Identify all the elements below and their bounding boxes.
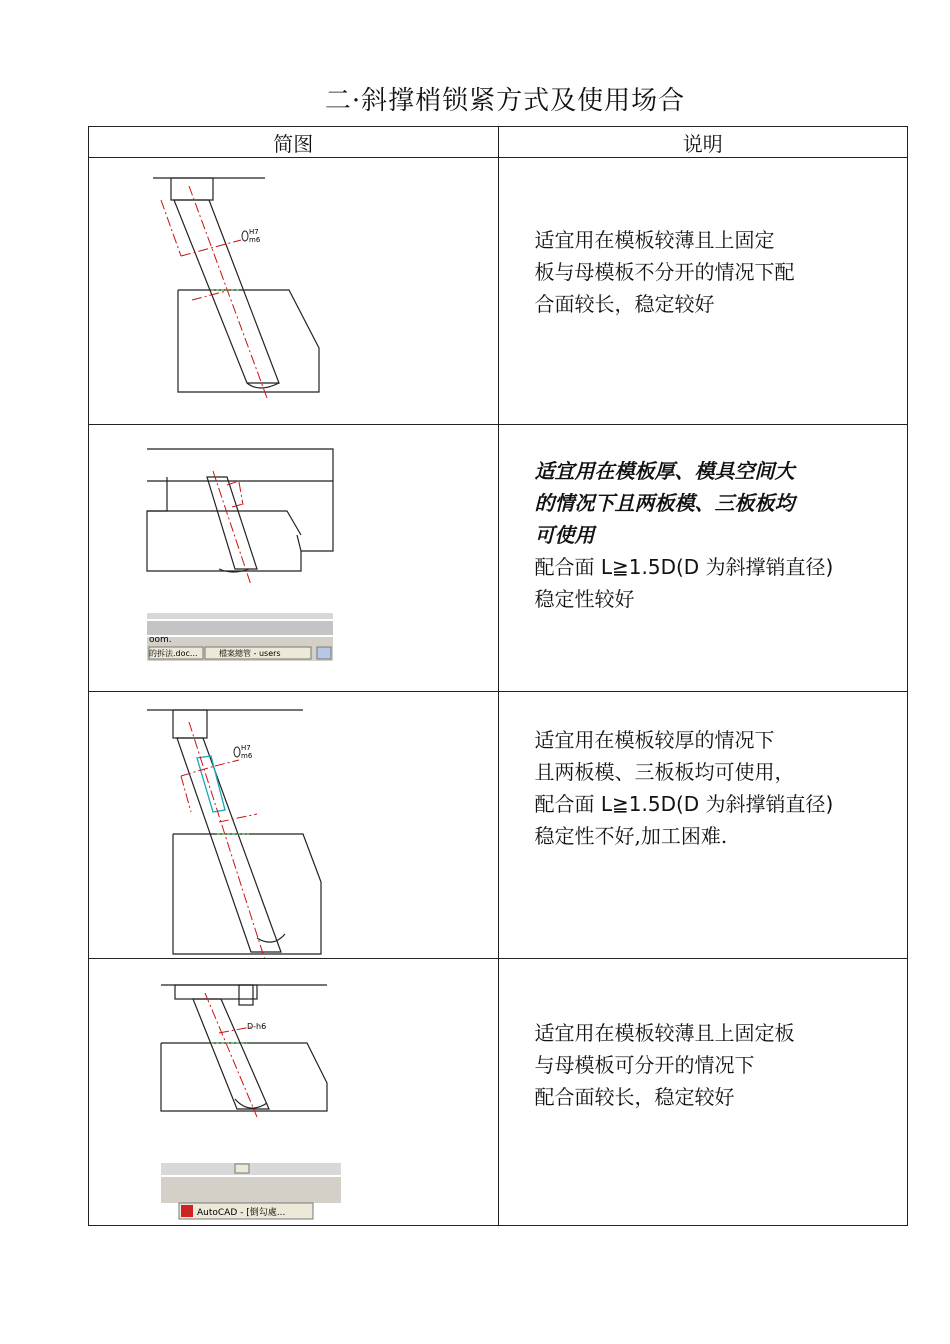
description-line: 板与母模板不分开的情况下配 [534, 260, 795, 284]
drawing-3 [89, 692, 419, 958]
description-emphasis: 可使用 [534, 523, 595, 547]
header-figure: 简图 [89, 127, 499, 158]
description-line: 与母模板可分开的情况下 [534, 1053, 755, 1077]
description-line: 适宜用在模板较薄且上固定 [534, 228, 775, 252]
taskbar-item: AutoCAD - [倒勾處... [197, 1208, 286, 1218]
page-title: 二·斜撑梢锁紧方式及使用场合 [324, 86, 686, 116]
drawing-1 [89, 158, 419, 424]
table-row [89, 425, 908, 692]
description-emphasis: 的情况下且两板模、三板板均 [534, 491, 795, 515]
svg-text:H7: H7 [241, 744, 251, 752]
description-line: 配合面较长，稳定较好 [534, 1085, 735, 1109]
description-line: 适宜用在模板较厚的情况下 [534, 728, 775, 752]
description-line: 合面较长，稳定较好 [534, 292, 715, 316]
description-emphasis: 适宜用在模板厚、模具空间大 [534, 459, 795, 483]
description-cell-3 [498, 692, 908, 959]
method-table [88, 126, 908, 1226]
figure-cell-3 [89, 692, 499, 959]
figure-cell-2 [89, 425, 499, 692]
taskbar-item: 檔案總管 - users [219, 649, 281, 658]
description-line: 配合面 L≧1.5D(D 为斜撑销直径) [534, 555, 834, 579]
header-description: 说明 [498, 127, 908, 158]
description-cell-4 [498, 959, 908, 1226]
svg-text:m6: m6 [241, 752, 253, 760]
description-cell-2 [498, 425, 908, 692]
description-line: 配合面 L≧1.5D(D 为斜撑销直径) [534, 792, 834, 816]
description-cell-1 [498, 158, 908, 425]
description-line: 稳定性较好 [534, 587, 635, 611]
window-caption: oom. [149, 635, 172, 645]
figure-cell-1 [89, 158, 499, 425]
svg-text:m6: m6 [249, 236, 261, 244]
table-header-row [89, 127, 908, 158]
svg-text:D-h6: D-h6 [247, 1022, 267, 1031]
description-line: 适宜用在模板较薄且上固定板 [534, 1021, 795, 1045]
table-row [89, 692, 908, 959]
figure-cell-4 [89, 959, 499, 1226]
table-row [89, 158, 908, 425]
table-row [89, 959, 908, 1226]
svg-text:H7: H7 [249, 228, 259, 236]
description-line: 稳定性不好,加工困难. [534, 824, 728, 848]
description-line: 且两板模、三板板均可使用， [534, 760, 795, 784]
taskbar-item: 的拆法.doc... [149, 649, 198, 658]
drawing-4 [89, 959, 419, 1225]
